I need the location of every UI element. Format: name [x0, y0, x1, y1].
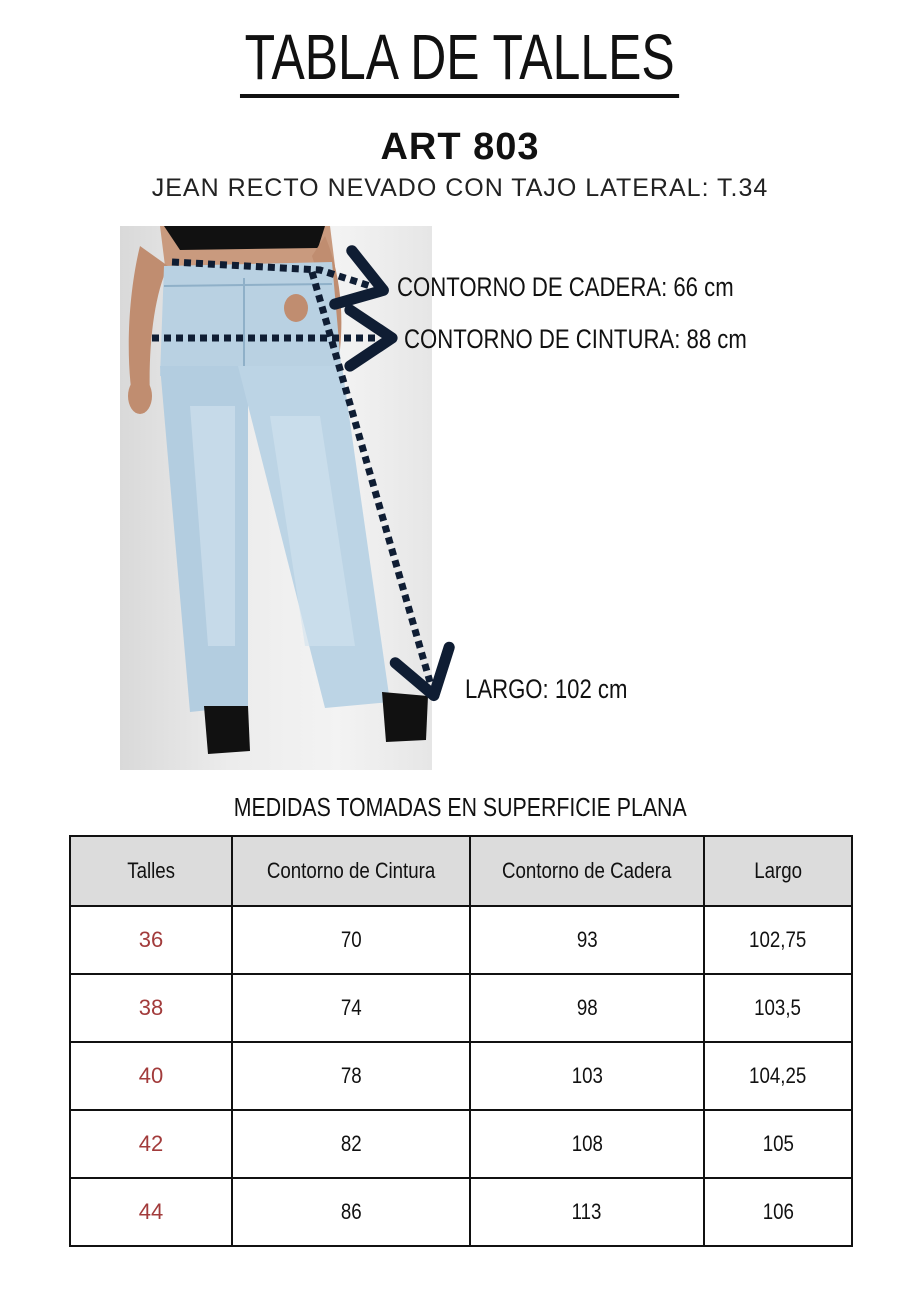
size-cell: 38 — [70, 974, 232, 1042]
table-row — [70, 906, 852, 974]
waist-cell: 82 — [232, 1110, 470, 1178]
product-photo — [120, 226, 432, 770]
length-cell: 104,25 — [704, 1042, 852, 1110]
waist-cell: 86 — [232, 1178, 470, 1246]
table-row — [70, 1042, 852, 1110]
page-title: TABLA DE TALLES — [240, 22, 679, 98]
hip-cell: 113 — [470, 1178, 704, 1246]
product-subtitle: JEAN RECTO NEVADO CON TAJO LATERAL: T.34 — [151, 174, 769, 202]
size-cell: 40 — [70, 1042, 232, 1110]
jeans-illustration — [120, 226, 432, 770]
waist-cell: 70 — [232, 906, 470, 974]
size-cell: 42 — [70, 1110, 232, 1178]
table-header-row — [70, 836, 852, 906]
hip-cell: 93 — [470, 906, 704, 974]
header-cadera: Contorno de Cadera — [470, 836, 704, 906]
size-cell: 44 — [70, 1178, 232, 1246]
hip-cell: 108 — [470, 1110, 704, 1178]
table-row — [70, 974, 852, 1042]
hip-cell: 98 — [470, 974, 704, 1042]
size-table — [69, 835, 853, 1247]
waist-measurement: CONTORNO DE CINTURA: 88 cm — [404, 324, 747, 354]
length-cell: 103,5 — [704, 974, 852, 1042]
table-row — [70, 1178, 852, 1246]
length-cell: 102,75 — [704, 906, 852, 974]
length-measurement: LARGO: 102 cm — [465, 674, 628, 704]
header-cintura: Contorno de Cintura — [232, 836, 470, 906]
header-largo: Largo — [704, 836, 852, 906]
header-talles: Talles — [70, 836, 232, 906]
measurement-note: MEDIDAS TOMADAS EN SUPERFICIE PLANA — [233, 792, 687, 822]
table-row — [70, 1110, 852, 1178]
length-cell: 105 — [704, 1110, 852, 1178]
waist-cell: 74 — [232, 974, 470, 1042]
hip-measurement: CONTORNO DE CADERA: 66 cm — [397, 272, 734, 302]
measurement-note-wrap — [0, 792, 920, 823]
article-code: ART 803 — [380, 126, 540, 168]
hip-cell: 103 — [470, 1042, 704, 1110]
waist-cell: 78 — [232, 1042, 470, 1110]
page-title-wrap — [0, 22, 920, 98]
size-cell: 36 — [70, 906, 232, 974]
length-cell: 106 — [704, 1178, 852, 1246]
